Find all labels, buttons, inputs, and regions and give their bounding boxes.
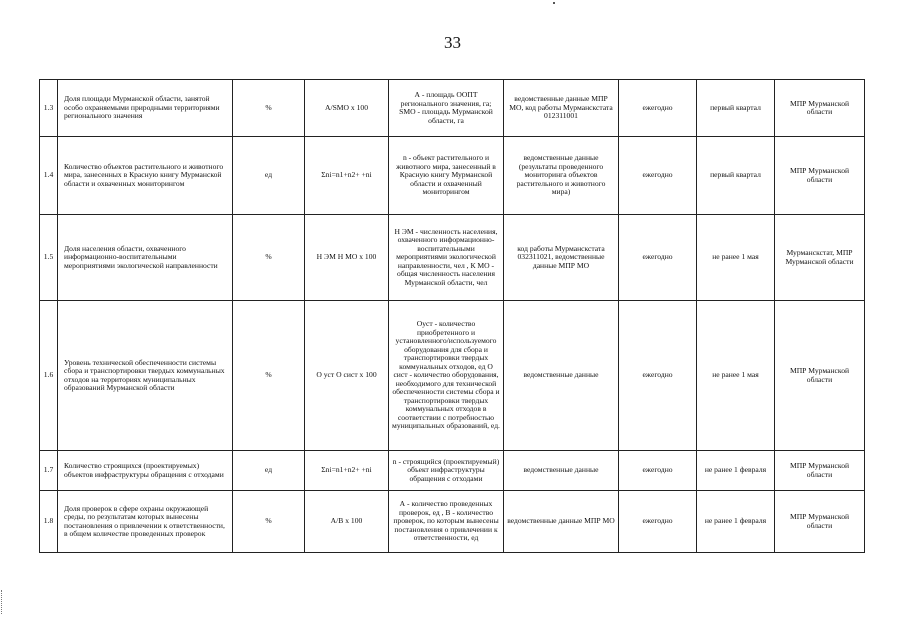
page-number: 33 (444, 33, 461, 52)
frequency-cell: ежегодно (619, 137, 697, 215)
indicator-name: Количество строящихся (проектируемых) объектов инфраструктуры обращения с отходами (58, 451, 233, 491)
row-number: 1.4 (40, 137, 58, 215)
table-row (40, 137, 865, 215)
indicator-name: Количество объектов растительного и животного мира, занесенных в Красную книгу Мурманской области и охваченных мониторингом (58, 137, 233, 215)
frequency-cell: ежегодно (619, 301, 697, 451)
frequency-cell: ежегодно (619, 491, 697, 553)
table-row (40, 215, 865, 301)
row-number: 1.8 (40, 491, 58, 553)
responsible-cell: Мурманскстат, МПР Мурманской области (775, 215, 865, 301)
responsible-cell: МПР Мурманской области (775, 80, 865, 137)
formula-cell: A/B x 100 (305, 491, 389, 553)
source-cell: ведомственные данные МПР МО, код работы Мурманскстата 012311001 (504, 80, 619, 137)
variables-cell: А - количество проведенных проверок, ед , В - количество проверок, по которым вынесены постановления о привлечении к ответственности, ед (389, 491, 504, 553)
row-number: 1.7 (40, 451, 58, 491)
frequency-cell: ежегодно (619, 80, 697, 137)
indicator-name: Уровень технической обеспеченности системы сбора и транспортировки твердых коммунальных отходов на территориях муниципальных образований Мурманской области (58, 301, 233, 451)
formula-cell: Н ЭМ Н МО x 100 (305, 215, 389, 301)
table-row (40, 301, 865, 451)
deadline-cell: первый квартал (697, 137, 775, 215)
scan-edge-marks (1, 590, 4, 614)
row-number: 1.5 (40, 215, 58, 301)
source-cell: ведомственные данные (504, 301, 619, 451)
table-row (40, 491, 865, 553)
source-cell: ведомственные данные (504, 451, 619, 491)
row-number: 1.3 (40, 80, 58, 137)
unit-cell: ед (233, 137, 305, 215)
unit-cell: % (233, 80, 305, 137)
table-row (40, 80, 865, 137)
scan-speck (553, 2, 555, 4)
deadline-cell: не ранее 1 февраля (697, 491, 775, 553)
variables-cell: Оуст - количество приобретенного и установленного/используемого оборудования для сбора и транспортировки твердых коммунальных отходов, ед О сист - количество оборудования, необходимого для технической обеспеченности системы сбора и транспортировки твердых коммунальных отходов в соответствии с потребностью муниципальных образований, ед. (389, 301, 504, 451)
responsible-cell: МПР Мурманской области (775, 301, 865, 451)
unit-cell: % (233, 215, 305, 301)
formula-cell: О уст О сист x 100 (305, 301, 389, 451)
variables-cell: А - площадь ООПТ регионального значения, га; SMO - площадь Мурманской области, га (389, 80, 504, 137)
frequency-cell: ежегодно (619, 215, 697, 301)
source-cell: ведомственные данные (результаты проведенного мониторинга объектов растительного и животного мира) (504, 137, 619, 215)
variables-cell: n - строящийся (проектируемый) объект инфраструктуры обращения с отходами (389, 451, 504, 491)
frequency-cell: ежегодно (619, 451, 697, 491)
row-number: 1.6 (40, 301, 58, 451)
responsible-cell: МПР Мурманской области (775, 137, 865, 215)
deadline-cell: не ранее 1 мая (697, 301, 775, 451)
responsible-cell: МПР Мурманской области (775, 451, 865, 491)
indicators-table (39, 79, 865, 553)
deadline-cell: не ранее 1 февраля (697, 451, 775, 491)
indicator-name: Доля населения области, охваченного информационно-воспитательными мероприятиями экологической направленности (58, 215, 233, 301)
formula-cell: A/SMO x 100 (305, 80, 389, 137)
deadline-cell: не ранее 1 мая (697, 215, 775, 301)
source-cell: ведомственные данные МПР МО (504, 491, 619, 553)
table-row (40, 451, 865, 491)
unit-cell: ед (233, 451, 305, 491)
responsible-cell: МПР Мурманской области (775, 491, 865, 553)
variables-cell: Н ЭМ - численность населения, охваченного информационно-воспитательными мероприятиями экологической направленности, чел , К МО - общая численность населения Мурманской области, чел (389, 215, 504, 301)
unit-cell: % (233, 491, 305, 553)
variables-cell: n - объект растительного и животного мира, занесенный в Красную книгу Мурманской области и охваченный мониторингом (389, 137, 504, 215)
unit-cell: % (233, 301, 305, 451)
deadline-cell: первый квартал (697, 80, 775, 137)
source-cell: код работы Мурманскстата 032311021, ведомственные данные МПР МО (504, 215, 619, 301)
indicator-name: Доля площади Мурманской области, занятой особо охраняемыми природными территориями регионального значения (58, 80, 233, 137)
formula-cell: Σni=n1+n2+ +ni (305, 137, 389, 215)
indicator-name: Доля проверок в сфере охраны окружающей среды, по результатам которых вынесены постановления о привлечении к ответственности, в общем количестве проведенных проверок (58, 491, 233, 553)
formula-cell: Σni=n1+n2+ +ni (305, 451, 389, 491)
